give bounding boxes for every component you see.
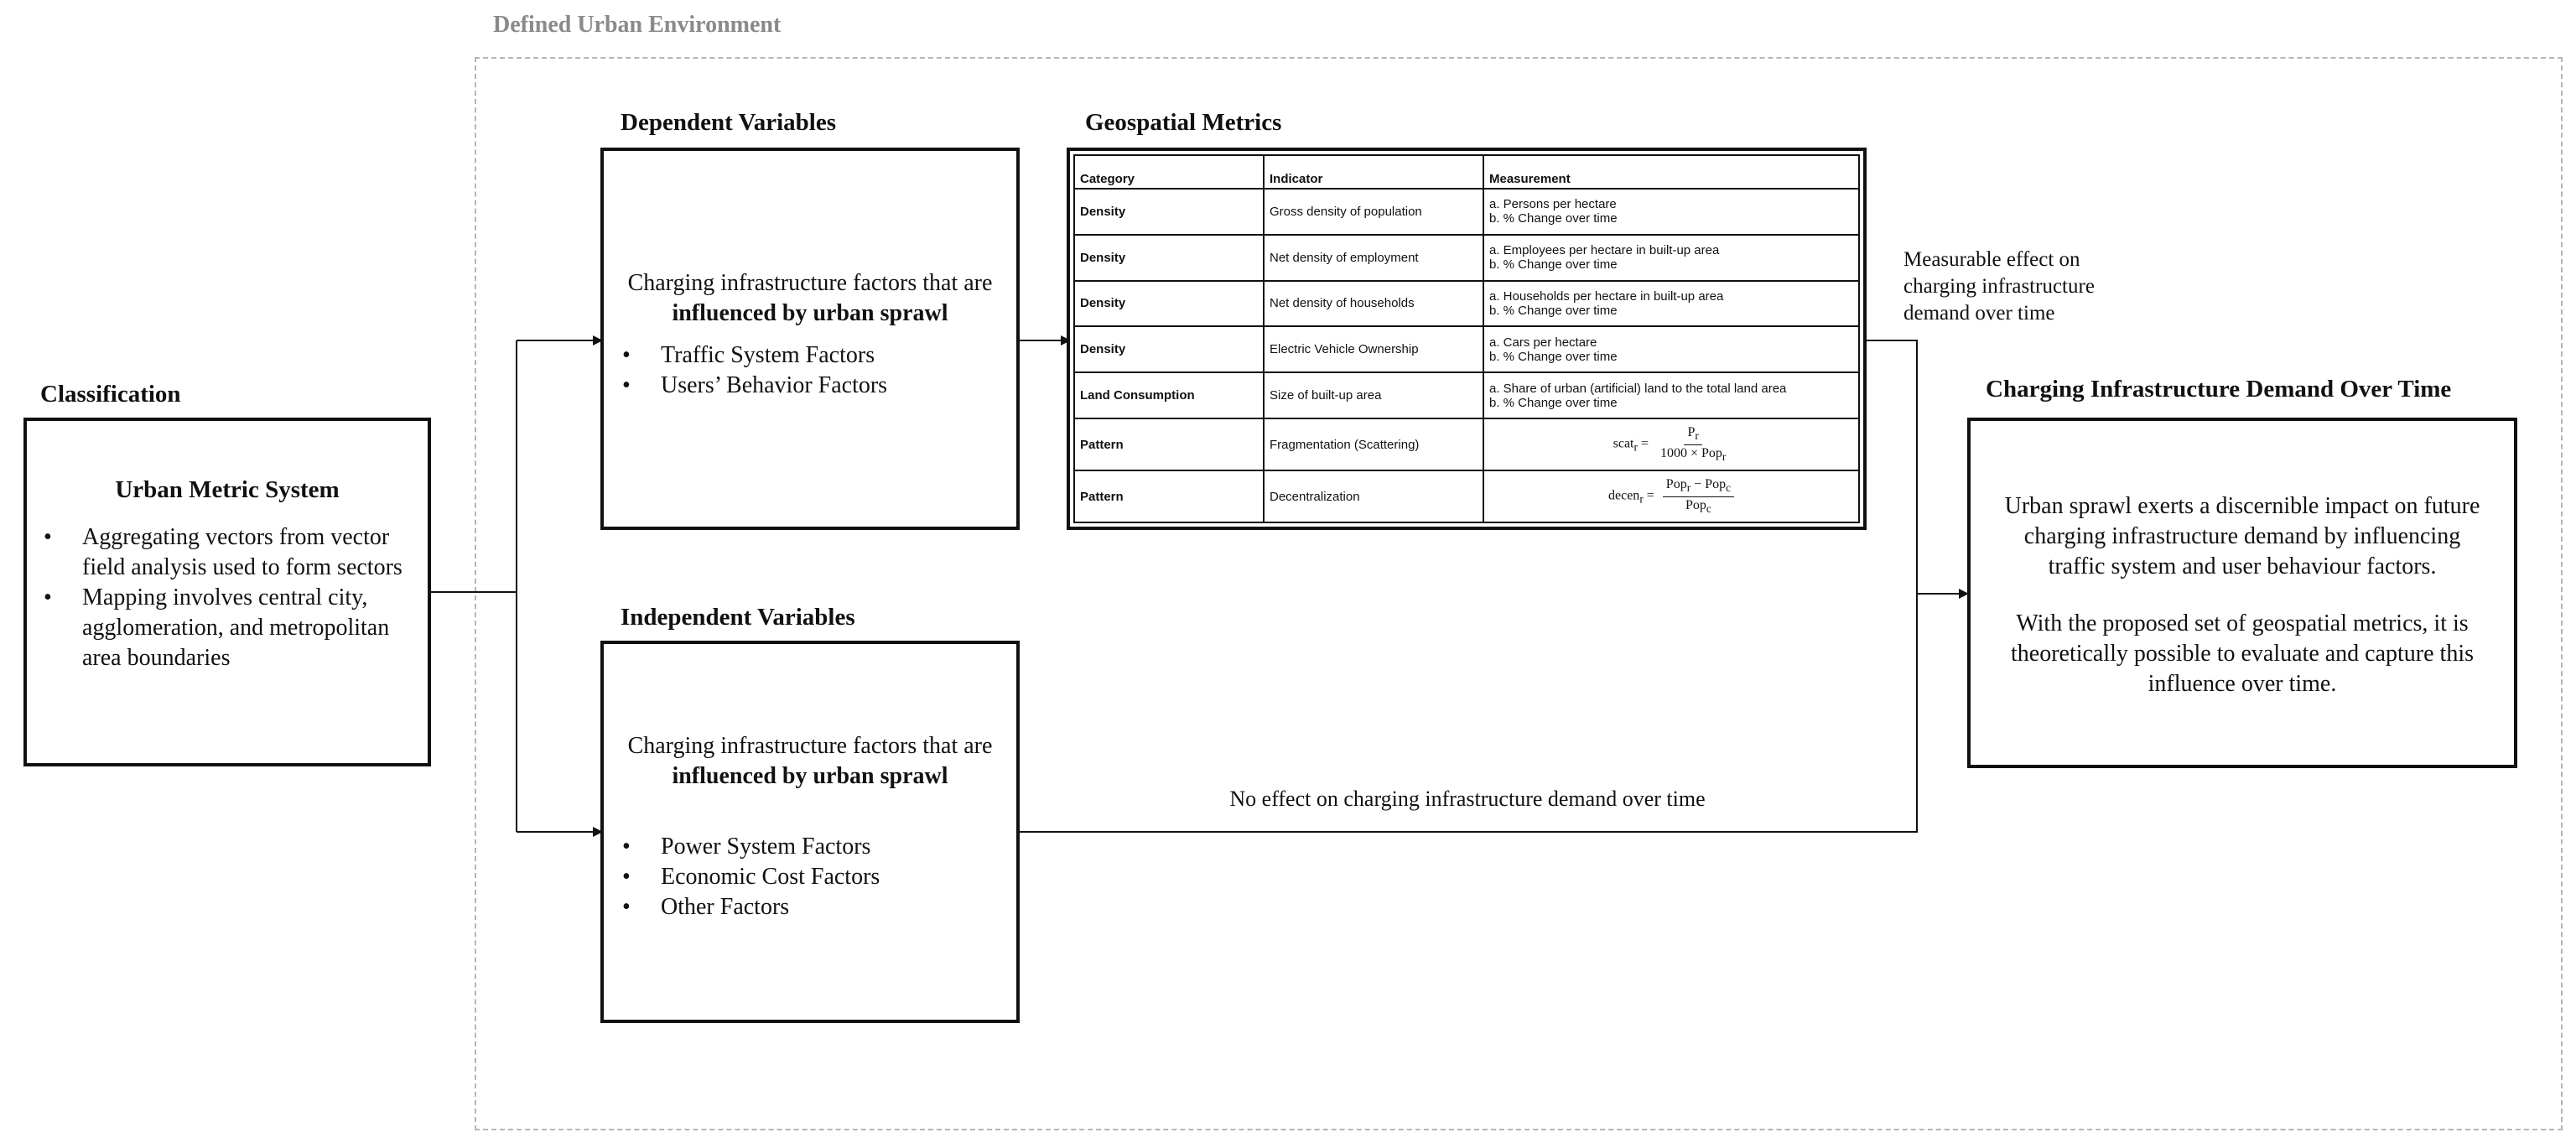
geospatial-metrics-panel <box>1067 148 1867 530</box>
formula-denominator <box>1657 445 1729 464</box>
formula-denominator <box>1682 497 1715 516</box>
independent-lead: Charging infrastructure factors that are <box>627 733 993 759</box>
independent-bullets <box>622 832 1000 922</box>
no-effect-label: No effect on charging infrastructure demand over time <box>1229 787 1706 811</box>
cell-category: Pattern <box>1074 470 1264 522</box>
table-row <box>1074 189 1859 235</box>
dependent-lead: Charging infrastructure factors that are <box>627 270 993 296</box>
cell-indicator: Size of built-up area <box>1264 372 1483 418</box>
geospatial-metrics-heading: Geospatial Metrics <box>1085 109 1282 136</box>
cell-measurement <box>1483 372 1859 418</box>
cell-category: Density <box>1074 326 1264 372</box>
measurement-line: a. Cars per hectare <box>1489 335 1597 350</box>
table-row <box>1074 470 1859 522</box>
measurement-line: a. Persons per hectare <box>1489 197 1617 212</box>
numerator-term-2: − Pop <box>1690 477 1727 492</box>
independent-lead-text <box>624 731 996 792</box>
measurement-line: b. % Change over time <box>1489 349 1618 364</box>
classification-bullets <box>44 522 413 673</box>
dependent-bullets <box>622 340 1000 401</box>
numerator-sub: r <box>1695 429 1699 443</box>
measurement-line: a. Households per hectare in built-up area <box>1489 288 1724 304</box>
classification-box <box>23 418 431 766</box>
numerator-term: Pop <box>1665 477 1687 492</box>
geospatial-metrics-table <box>1073 154 1860 523</box>
cell-measurement <box>1483 326 1859 372</box>
dependent-lead-emphasis: influenced by urban sprawl <box>672 300 948 326</box>
classification-bullet: • Mapping involves central city, agglomeration, and metropolitan area boundaries <box>44 583 413 673</box>
formula-lhs-sub: r <box>1639 492 1644 506</box>
table-row <box>1074 326 1859 372</box>
independent-bullet: • Other Factors <box>622 892 1000 922</box>
cell-category: Land Consumption <box>1074 372 1264 418</box>
table-header-row <box>1074 155 1859 189</box>
measurement-line: b. % Change over time <box>1489 257 1618 273</box>
cell-measurement <box>1483 189 1859 235</box>
cell-indicator: Fragmentation (Scattering) <box>1264 418 1483 470</box>
cell-indicator: Net density of employment <box>1264 235 1483 281</box>
dependent-lead-text <box>624 268 996 329</box>
column-header-measurement: Measurement <box>1483 155 1859 189</box>
dependent-variables-heading: Dependent Variables <box>621 109 837 136</box>
independent-variables-heading: Independent Variables <box>621 604 855 631</box>
cell-category: Density <box>1074 189 1264 235</box>
cell-category: Density <box>1074 281 1264 327</box>
cell-indicator: Gross density of population <box>1264 189 1483 235</box>
dependent-bullet: • Users’ Behavior Factors <box>622 371 1000 401</box>
denominator-sub: c <box>1706 501 1711 515</box>
measurement-line: a. Employees per hectare in built-up area <box>1489 243 1720 258</box>
table-row <box>1074 281 1859 327</box>
measurable-effect-link <box>1865 340 1917 594</box>
formula-fraction <box>1663 477 1734 515</box>
numerator-sub-2: c <box>1726 481 1731 495</box>
numerator-term: P <box>1687 425 1696 440</box>
dependent-bullet: • Traffic System Factors <box>622 340 1000 371</box>
cell-indicator: Decentralization <box>1264 470 1483 522</box>
denominator-sub: r <box>1722 449 1727 463</box>
formula-lhs: decen <box>1608 488 1640 503</box>
environment-label: Defined Urban Environment <box>493 12 782 38</box>
measurement-line: a. Share of urban (artificial) land to the total land area <box>1489 381 1787 396</box>
independent-lead-emphasis: influenced by urban sprawl <box>672 763 948 789</box>
measurable-effect-line: charging infrastructure <box>1903 275 2095 298</box>
formula-lhs-sub: r <box>1633 440 1638 454</box>
cell-indicator: Net density of households <box>1264 281 1483 327</box>
column-header-indicator: Indicator <box>1264 155 1483 189</box>
table-row <box>1074 418 1859 470</box>
cell-category: Pattern <box>1074 418 1264 470</box>
measurable-effect-label <box>1903 247 2095 327</box>
measurement-line: b. % Change over time <box>1489 395 1618 410</box>
measurement-line: b. % Change over time <box>1489 303 1618 318</box>
numerator-sub: r <box>1686 481 1691 495</box>
independent-variables-box <box>600 641 1020 1023</box>
denominator-term: 1000 × Pop <box>1659 445 1722 460</box>
cell-indicator: Electric Vehicle Ownership <box>1264 326 1483 372</box>
table-row <box>1074 372 1859 418</box>
measurable-effect-line: Measurable effect on <box>1903 248 2080 271</box>
demand-paragraph-2: With the proposed set of geospatial metrics, it is theoretically possible to evaluate and capture this influence over time. <box>2010 610 2475 697</box>
urban-metric-system-title: Urban Metric System <box>115 476 340 503</box>
formula-fraction <box>1657 425 1729 463</box>
cell-measurement <box>1483 281 1859 327</box>
demand-box <box>1967 418 2517 768</box>
cell-measurement <box>1483 235 1859 281</box>
independent-bullet: • Economic Cost Factors <box>622 862 1000 892</box>
demand-heading: Charging Infrastructure Demand Over Time <box>1986 376 2452 403</box>
classification-bullet: • Aggregating vectors from vector field analysis used to form sectors <box>44 522 413 583</box>
denominator-term: Pop <box>1685 497 1706 512</box>
formula-numerator <box>1663 477 1734 496</box>
formula-numerator <box>1684 425 1701 444</box>
measurement-line: b. % Change over time <box>1489 211 1618 226</box>
table-row <box>1074 235 1859 281</box>
cell-category: Density <box>1074 235 1264 281</box>
column-header-category: Category <box>1074 155 1264 189</box>
classification-heading: Classification <box>40 381 181 408</box>
measurable-effect-line: demand over time <box>1903 302 2055 325</box>
dependent-variables-box <box>600 148 1020 530</box>
decentralization-formula: decen$_r$ = $\frac{Pop_r - Pop_c}{Pop_c}$ <box>1483 470 1859 522</box>
scattering-formula: scat$_r$ = $\frac{P_r}{1000 \times Pop_r}$ <box>1483 418 1859 470</box>
formula-lhs: scat <box>1613 436 1634 451</box>
demand-paragraph-1: Urban sprawl exerts a discernible impact on future charging infrastructure demand by influencing traffic system and user behaviour factors. <box>2004 493 2480 579</box>
independent-bullet: • Power System Factors <box>622 832 1000 862</box>
